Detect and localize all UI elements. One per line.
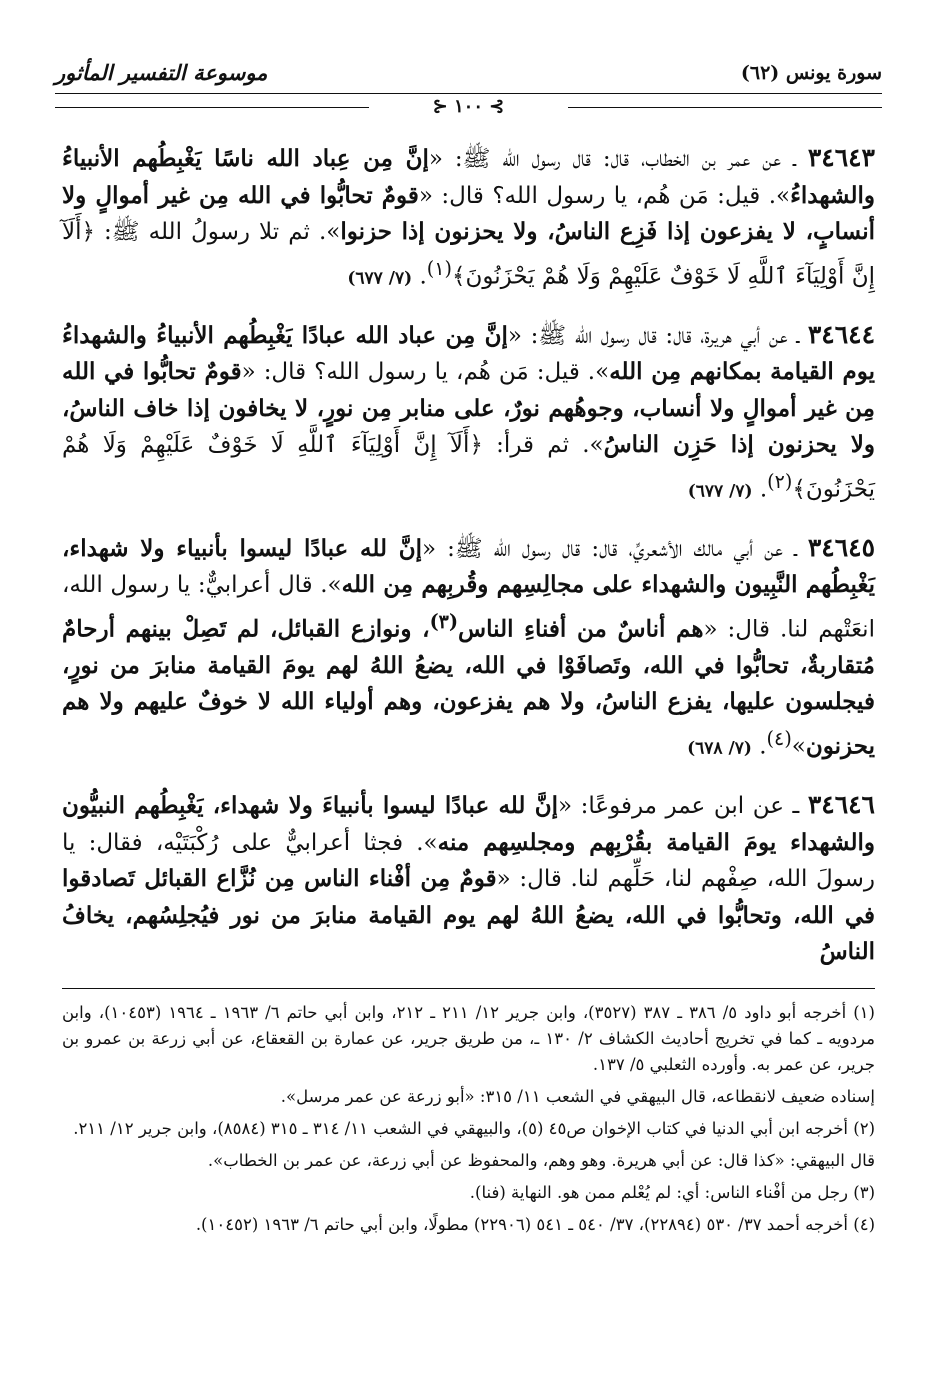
page-number: ⊱ ١٠٠ ⊰ — [432, 96, 505, 117]
hadith-34645: ٣٤٦٤٥ ـ عن أبي مالك الأشعريِّ، قال: قال رسول الله ﷺ: «إنَّ لله عبادًا ليسوا بأنبياء ولا شهداء، يَغْبِطُهم النَّبِيون والشهداء على مجالِسِهم وقُربِهم مِن الله». قال أعرابيٌّ: يا رسول الله، انعَتْهم لنا. قال: «هم أناسٌ من أفناءِ الناس$^{(٣)}$، ونوازع القبائل، لم تَصِلْ بينهم أرحامٌ مُتقاربةٌ، تحابُّوا في الله، وتَصافَوْا في الله، يضعُ اللهُ لهم يومَ القيامة منابرَ من نورٍ، فيجلسون عليها، يفزع الناسُ، ولا هم يفزعون، وهم أولياء الله لا خوفٌ عليهم ولا هم يحزنون»$^{(٤)}$. (٧/ ٦٧٨) — [62, 532, 875, 760]
hadith-34643: ٣٤٦٤٣ ـ عن عمر بن الخطاب، قال: قال رسول الله ﷺ: «إنَّ مِن عِباد الله ناسًا يَغْبِطُهم الأنبياءُ والشهداءُ». قيل: مَن هُم، يا رسول الله؟ قال: «قومٌ تحابُّوا في الله مِن غير أموالٍ ولا أنسابٍ، لا يفزعون إذا فَزِع الناسُ، ولا يحزنون إذا حزنوا». ثم تلا رسولُ الله ﷺ: ﴿أَلَآ إِنَّ أَوْلِيَآءَ ٱللَّهِ لَا خَوْفٌ عَلَيْهِمْ وَلَا هُمْ يَحْزَنُونَ﴾$^{(١)}$. (٧/ ٦٧٧) — [62, 143, 875, 290]
hadith-34646: ٣٤٦٤٦ ـ عن ابن عمر مرفوعًا: «إنَّ لله عبادًا ليسوا بأنبياءَ ولا شهداء، يَغْبِطُهم النبيُّون والشهداء يومَ القيامة بقُرْبِهم ومجلسِهم منه». فجثا أعرابيٌّ على رُكْبَتَيْه، فقال: يا رسولَ الله، صِفْهم لنا، حَلِّهم لنا. قال: «قومٌ مِن أفْناء الناس مِن نُزَّاع القبائل تَصادقوا في الله، وتحابُّوا في الله، يضعُ اللهُ لهم يوم القيامة منابرَ من نور فيُجلِسُهم، يخافُ الناسُ — [62, 790, 875, 966]
hadith-number: ٣٤٦٤٣ — [807, 143, 875, 172]
footnotes — [62, 1000, 875, 1244]
quran-verse: ﴿أَلَآ إِنَّ أَوْلِيَآءَ ٱللَّهِ لَا خَوْفٌ عَلَيْهِمْ وَلَا هُمْ يَحْزَنُونَ﴾ — [62, 432, 875, 503]
footnote-marker: (٣) — [429, 609, 459, 633]
footnote-3: (٣) رجل من أفْناء الناس: أي: لم يُعْلم ممن هو. النهاية (فنا). — [469, 1183, 875, 1202]
footnote-2: (٢) أخرجه ابن أبي الدنيا في كتاب الإخوان ص٤٥ (٥)، والبيهقي في الشعب ١١/ ٣١٤ ـ ٣١٥ (٨٥٨٤)، وابن جرير ١٢/ ٢١١. — [73, 1119, 875, 1138]
footnote-1: (١) أخرجه أبو داود ٥/ ٣٨٦ ـ ٣٨٧ (٣٥٢٧)، وابن جرير ١٢/ ٢١١ ـ ٢١٢، وابن أبي حاتم ٦/ ١٩٦٣ ـ ١٩٦٤ (١٠٤٥٣)، وابن مردويه ـ كما في تخريج أحاديث الكشاف ٢/ ١٣٠ ـ، من طريق جرير، عن عمارة بن القعقاع، عن أبي زرعة بن عمرو بن جرير، عن عمر به. وأورده الثعلبي ٥/ ١٣٧. — [62, 1003, 875, 1074]
main-text — [62, 140, 875, 991]
hadith-number: ٣٤٦٤٤ — [807, 319, 876, 349]
ornament-line-right — [568, 107, 882, 108]
footnote-separator — [62, 988, 875, 989]
hadith-number: ٣٤٦٤٥ — [807, 532, 875, 562]
footnote-2-comment: قال البيهقي: «كذا قال: عن أبي هريرة. وهو وهم، والمحفوظ عن أبي زرعة، عن عمر بن الخطاب». — [207, 1151, 875, 1170]
surah-label: سورة يونس (٦٢) — [740, 62, 882, 84]
footnote-marker: (١) — [426, 256, 453, 280]
footnote-marker: (٢) — [767, 469, 793, 493]
page-number-row — [55, 98, 882, 118]
volume-reference: (٧/ ٦٧٨) — [687, 738, 752, 759]
volume-reference: (٧/ ٦٧٧) — [687, 481, 753, 502]
hadith-number: ٣٤٦٤٦ — [807, 790, 875, 820]
footnote-marker: (٤) — [766, 726, 792, 750]
footnote-4: (٤) أخرجه أحمد ٣٧/ ٥٣٠ (٢٢٨٩٤)، ٣٧/ ٥٤٠ ـ ٥٤١ (٢٢٩٠٦) مطولًا، وابن أبي حاتم ٦/ ١٩٦٣ (١٠٤٥٢). — [195, 1215, 875, 1234]
running-header — [55, 60, 882, 94]
quran-verse: ﴿أَلَآ إِنَّ أَوْلِيَآءَ ٱللَّهِ لَا خَوْفٌ عَلَيْهِمْ وَلَا هُمْ يَحْزَنُونَ﴾ — [62, 219, 875, 290]
header-rule — [55, 93, 882, 94]
volume-reference: (٧/ ٦٧٧) — [347, 268, 413, 289]
book-title: موسوعة التفسير المأثور — [55, 60, 268, 85]
hadith-34644: ٣٤٦٤٤ ـ عن أبي هريرة، قال: قال رسول الله ﷺ: «إنَّ مِن عباد الله عبادًا يَغْبِطُهم الأنبياءُ والشهداءُ يوم القيامة بمكانهم مِن الله». قيل: مَن هُم، يا رسول الله؟ قال: «قومٌ تحابُّوا في الله مِن غير أموالٍ ولا أنساب، وجوهُهم نورٌ، على منابر مِن نورٍ، لا يخافون إذا خاف الناسُ، ولا يحزنون إذا حَزِن الناسُ». ثم قرأ: ﴿أَلَآ إِنَّ أَوْلِيَآءَ ٱللَّهِ لَا خَوْفٌ عَلَيْهِمْ وَلَا هُمْ يَحْزَنُونَ﴾$^{(٢)}$. (٧/ ٦٧٧) — [62, 319, 876, 503]
footnote-1-grading: إسناده ضعيف لانقطاعه، قال البيهقي في الشعب ١١/ ٣١٥: «أبو زرعة عن عمر مرسل». — [280, 1087, 875, 1106]
